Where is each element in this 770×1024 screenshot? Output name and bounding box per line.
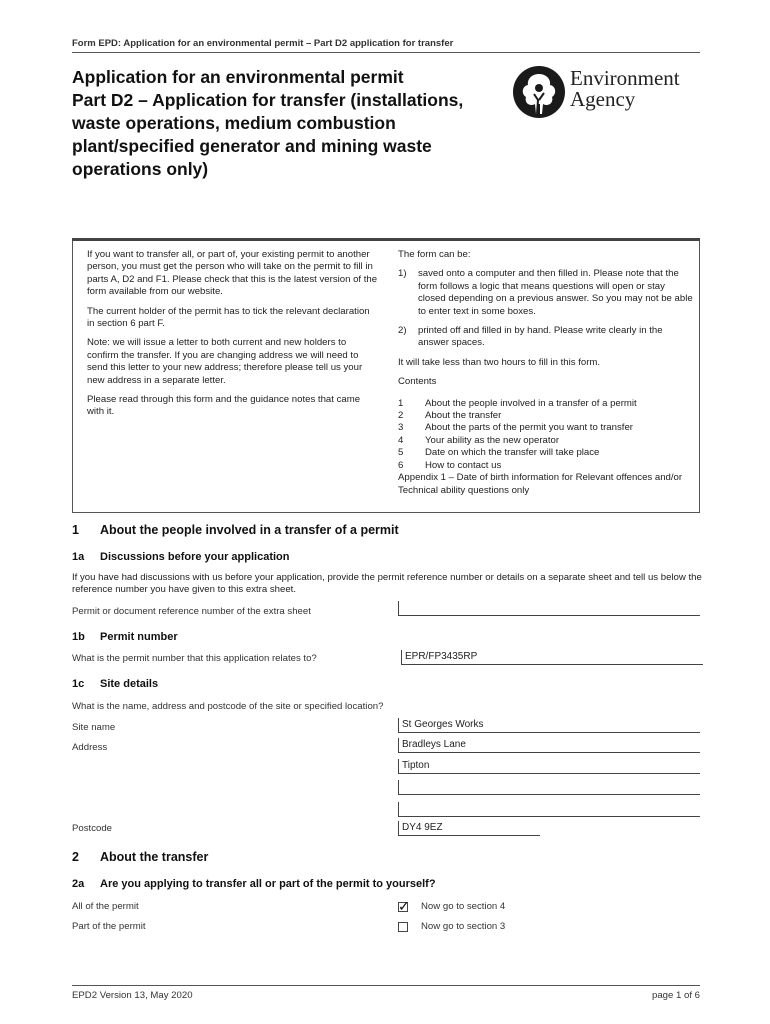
subsection-title: Site details (100, 678, 159, 690)
section-number: 2 (72, 850, 79, 864)
logo-text (570, 68, 680, 110)
contents-number: 4 (398, 434, 404, 446)
section-2a-heading (72, 878, 436, 890)
section-1a-description: If you have had discussions with us before your application, provide the permit reference number or details on a separate sheet and tell us below the reference number you have given to this extra sheet. (72, 572, 702, 596)
contents-number: 2 (398, 410, 404, 422)
intro-paragraph: Note: we will issue a letter to both current and new holders to confirm the transfer. If you are changing address we will need to send this letter to your new address; therefore please tell us your new address in a separate letter. (87, 337, 363, 386)
contents-number: 1 (398, 397, 404, 409)
title-line: operations only) (72, 159, 209, 179)
header-rule (72, 52, 700, 53)
footer-version: EPD2 Version 13, May 2020 (72, 990, 193, 1001)
oak-tree-logo-icon (512, 64, 568, 124)
section-2-heading (72, 850, 208, 864)
form-can-be-heading: The form can be: (398, 249, 471, 260)
permit-number-question: What is the permit number that this application relates to? (72, 653, 317, 664)
option-part-label: Part of the permit (72, 921, 146, 932)
logo-line-environment: Environment (570, 66, 680, 90)
subsection-number: 1a (72, 551, 85, 563)
address-label: Address (72, 742, 108, 753)
subsection-number: 1b (72, 631, 85, 643)
subsection-title: Are you applying to transfer all or part of the permit to yourself? (100, 878, 436, 890)
checkmark-icon: ✓ (398, 898, 410, 914)
address-line-2-input[interactable]: Tipton (398, 759, 700, 774)
intro-left-column (87, 249, 379, 426)
title-line: Part D2 – Application for transfer (installations, (72, 90, 464, 110)
section-title: About the people involved in a transfer of a permit (100, 523, 399, 537)
form-header-title: Form EPD: Application for an environmental permit – Part D2 application for transfer (72, 38, 454, 49)
contents-text: About the people involved in a transfer of a permit (425, 397, 637, 409)
intro-right-column (398, 249, 694, 497)
page-title (72, 66, 492, 181)
section-title: About the transfer (100, 850, 209, 864)
list-item-number: 1) (398, 268, 407, 280)
contents-item (398, 460, 694, 472)
postcode-input[interactable]: DY4 9EZ (398, 821, 540, 836)
contents-appendix: Appendix 1 – Date of birth information for Relevant offences and/or Technical ability questions only (398, 472, 683, 496)
list-item-text: printed off and filled in by hand. Please write clearly in the answer spaces. (418, 325, 663, 349)
section-number: 1 (72, 523, 79, 537)
contents-text: About the parts of the permit you want to transfer (425, 422, 633, 434)
section-1c-heading (72, 678, 158, 690)
time-note: It will take less than two hours to fill in this form. (398, 356, 601, 368)
section-1-heading (72, 523, 399, 537)
intro-paragraph: The current holder of the permit has to tick the relevant declaration in section 6 part F. (87, 305, 370, 330)
subsection-title: Permit number (100, 631, 178, 643)
site-details-question: What is the name, address and postcode of the site or specified location? (72, 701, 384, 712)
part-of-permit-checkbox[interactable] (398, 922, 408, 932)
list-item-text: saved onto a computer and then filled in. Please note that the form follows a logic that means questions will open or stay closed depending on a previous answer. So you may not be able to enter text in some boxes. (418, 268, 693, 317)
option-all-label: All of the permit (72, 901, 139, 912)
permit-number-input[interactable]: EPR/FP3435RP (401, 650, 703, 665)
address-line-3-input[interactable] (398, 780, 700, 795)
contents-item (398, 435, 694, 447)
subsection-title: Discussions before your application (100, 551, 290, 563)
address-line-4-input[interactable] (398, 802, 700, 817)
contents-text: How to contact us (425, 459, 502, 471)
contents-item (398, 447, 694, 459)
list-item-number: 2) (398, 325, 407, 337)
contents-text: Your ability as the new operator (425, 434, 560, 446)
extra-sheet-label: Permit or document reference number of the extra sheet (72, 606, 311, 617)
footer-rule (72, 985, 700, 986)
title-line: plant/specified generator and mining waste (72, 136, 432, 156)
title-line: Application for an environmental permit (72, 67, 404, 87)
contents-item (398, 398, 694, 410)
extra-sheet-reference-input[interactable] (398, 601, 700, 616)
section-1b-heading (72, 631, 178, 643)
footer-page-number: page 1 of 6 (651, 990, 700, 1001)
address-line-1-input[interactable]: Bradleys Lane (398, 738, 700, 753)
subsection-number: 2a (72, 878, 85, 890)
subsection-number: 1c (72, 678, 85, 690)
list-item (398, 325, 694, 350)
contents-text: Date on which the transfer will take place (425, 447, 600, 459)
intro-paragraph: If you want to transfer all, or part of, your existing permit to another person, you must get the person who will take on the permit to fill in parts A, D2 and F1. Please check that this is the latest version of the form available from our website. (87, 249, 378, 298)
contents-text: About the transfer (425, 410, 502, 422)
site-name-input[interactable]: St Georges Works (398, 718, 700, 733)
contents-number: 6 (398, 459, 404, 471)
contents-item (398, 422, 694, 434)
option-all-goto: Now go to section 4 (421, 901, 506, 912)
postcode-label: Postcode (72, 823, 113, 834)
title-line: waste operations, medium combustion (72, 113, 396, 133)
contents-number: 3 (398, 422, 404, 434)
list-item (398, 268, 694, 318)
contents-heading: Contents (398, 376, 437, 388)
site-name-label: Site name (72, 722, 116, 733)
logo-line-agency: Agency (570, 87, 636, 111)
contents-number: 5 (398, 447, 404, 459)
contents-item (398, 410, 694, 422)
section-1a-heading (72, 551, 290, 563)
intro-paragraph: Please read through this form and the guidance notes that came with it. (87, 394, 361, 418)
option-part-goto: Now go to section 3 (421, 921, 506, 932)
